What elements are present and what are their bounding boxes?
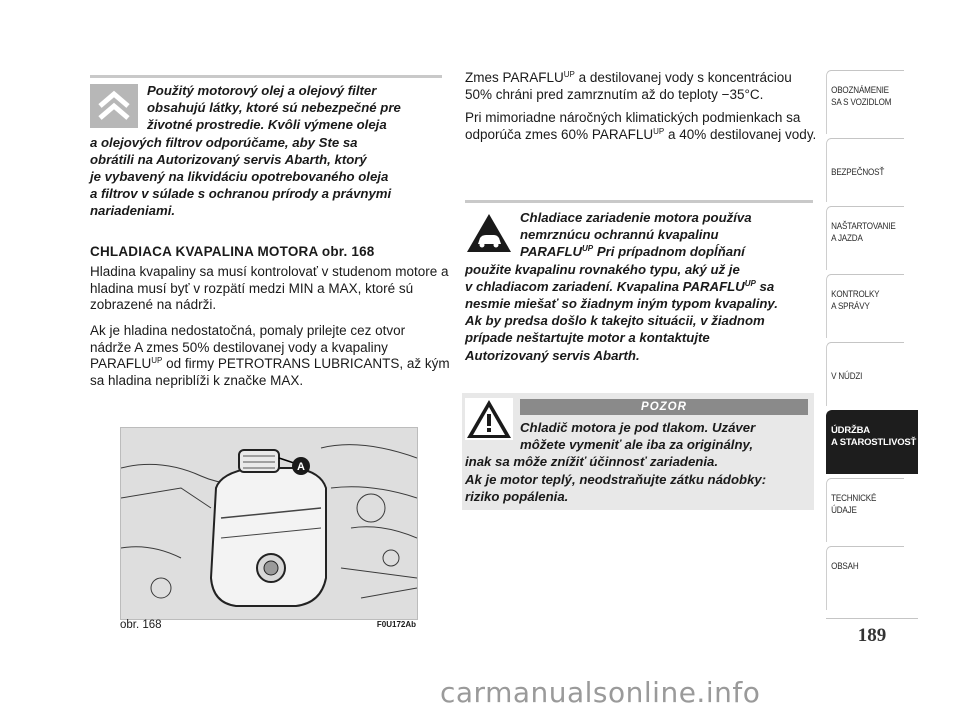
section-title: CHLADIACA KVAPALINA MOTORA obr. 168 [90, 244, 375, 259]
environment-note [90, 75, 442, 219]
coolant-reservoir-illustration [121, 428, 417, 619]
environment-note-text: Použitý motorový olej a olejový filter obsahujú látky, ktoré sú nebezpečné pre životné prostredie. Kvôli výmene oleja a olejových filtrov odporúčame, aby Ste sa obrátili na Autorizovaný servis Abarth, ktorý je vybavený na likvidáciu opotrebovaného oleja a filtrov v súlade s ochranou prírody a právnymi nariadeniami. [90, 83, 401, 219]
page-number: 189 [857, 625, 887, 646]
danger-warning-text: Chladič motora je pod tlakom. Uzáver môžete vymeniť ale iba za originálny, inak sa môže znížiť účinnosť zariadenia. Ak je motor teplý, neodstraňujte zátku nádobky: riziko popálenia. [465, 420, 767, 504]
figure-label-a: A [297, 461, 305, 473]
page-number-rule [826, 618, 918, 619]
tab-obsah[interactable]: OBSAH [826, 546, 904, 610]
paragraph-refill: Ak je hladina nedostatočná, pomaly prilejte cez otvor nádrže A zmes 50% destilovanej vody a kvapaliny $PARAFLU^{UP}$ od firmy PETROTRANS LUBRICANTS, až kým sa hladina nepriblíži k značke MAX. [90, 323, 450, 388]
coolant-warning-text: Chladiace zariadenie motora používa nemrznúcu ochrannú kvapalinu $PARAFLU^{UP}$ Pri prípadnom dopĺňaní použite kvapalinu rovnakého typu, aký už je v chladiacom zariadení. Kvapalina $PARAFLU^{UP}$ sa nesmie miešať so žiadnym iným typom kvapaliny. Ak by predsa došlo k takejto situácii, v žiadnom prípade neštartujte motor a kontaktujte Autorizovaný servis Abarth. [465, 210, 778, 363]
watermark: carmanualsonline.info [440, 676, 761, 709]
tab-v-nudzi[interactable]: V NÚDZI [826, 342, 904, 406]
tab-bezpecnost[interactable]: BEZPEČNOSŤ [826, 138, 904, 202]
figure-code: F0U172Ab [376, 620, 416, 629]
coolant-reservoir-figure [120, 427, 418, 620]
danger-header: POZOR [520, 399, 808, 415]
coolant-warning [465, 200, 813, 363]
figure-caption: obr. 168 F0U172Ab [120, 619, 416, 631]
paragraph-mixture: Zmes $PARAFLU^{UP}$ a destilovanej vody s koncentráciou 50% chráni pred zamrznutím až do teploty −35°C. [465, 70, 792, 102]
tab-udrzba[interactable]: ÚDRŽBA A STAROSTLIVOSŤ [826, 410, 918, 474]
paragraph-level-check: Hladina kvapaliny sa musí kontrolovať v studenom motore a hladina musí byť v rozpätí medzi MIN a MAX, ktoré sú zobrazené na nádrži. [90, 264, 449, 312]
danger-warning [462, 393, 814, 510]
tab-oboznamenie[interactable]: OBOZNÁMENIE SA S VOZIDLOM [826, 70, 904, 134]
tab-technicke-udaje[interactable]: TECHNICKÉ ÚDAJE [826, 478, 904, 542]
tab-nastartovanie[interactable]: NAŠTARTOVANIE A JAZDA [826, 206, 904, 270]
tab-kontrolky[interactable]: KONTROLKY A SPRÁVY [826, 274, 904, 338]
chapter-tabs [826, 70, 918, 610]
paragraph-climate: Pri mimoriadne náročných klimatických podmienkach sa odporúča zmes 60% $PARAFLU^{UP}$ a 40% destilovanej vody. [465, 110, 817, 142]
